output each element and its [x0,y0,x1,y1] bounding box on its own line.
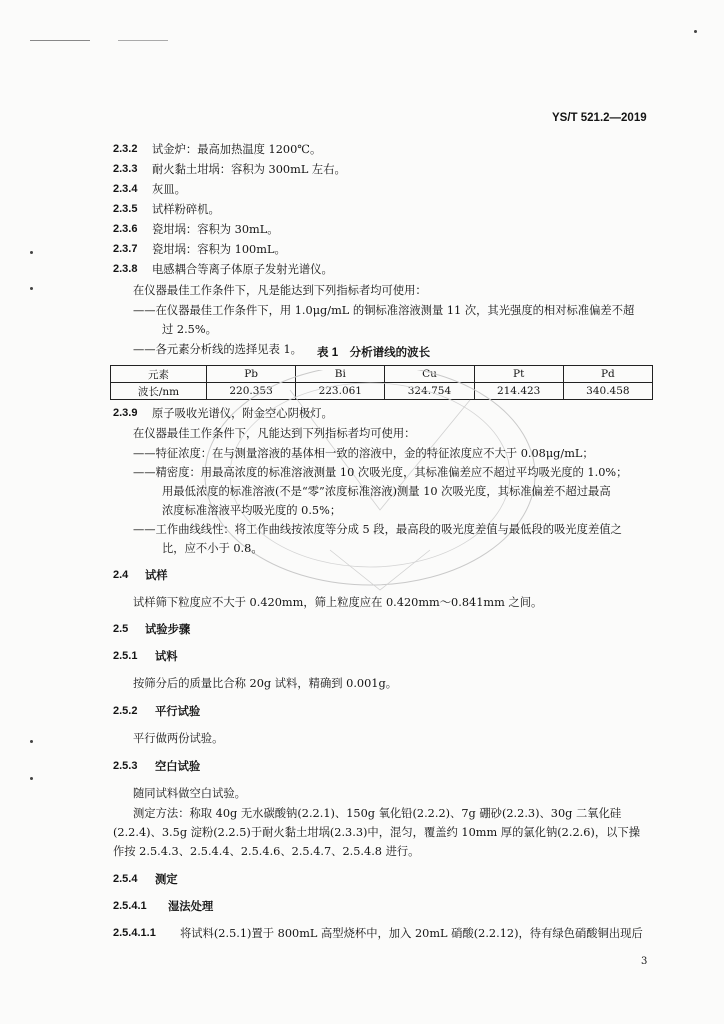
wavelength-cell: 324.754 [385,383,474,400]
section-text: 随同试料做空白试验。 [133,787,246,800]
item-text: 原子吸收光谱仪，附金空心阴极灯。 [152,407,333,420]
item-text: 电感耦合等离子体原子发射光谱仪。 [152,263,333,276]
item-text: 试金炉：最高加热温度 1200℃。 [152,143,322,156]
element-cell: Cu [385,366,474,383]
section-title: 湿法处理 [168,899,214,913]
table-row [111,366,653,383]
section-title: 试料 [155,649,178,663]
item-number: 2.3.9 [113,407,138,419]
aas-intro: 在仪器最佳工作条件下，凡能达到下列指标者均可使用： [133,427,416,440]
section-number: 2.5.1 [113,650,138,662]
section-title: 试样 [145,568,168,582]
table-row [111,383,653,400]
section-number: 2.5 [113,623,129,635]
item-text: 灰皿。 [152,183,186,196]
item-text: 瓷坩埚：容积为 100mL。 [152,243,286,256]
item-text: 试样粉碎机。 [152,203,220,216]
wavelength-cell: 220.353 [207,383,296,400]
element-cell: Pt [474,366,563,383]
section-text: 作按 2.5.4.3、2.5.4.4、2.5.4.6、2.5.4.7、2.5.4.8 进行。 [113,845,420,858]
aas-bullet-2-cont: 用最低浓度的标准溶液(不是“零”浓度标准溶液)测量 10 次吸光度，其标准偏差不超过最高 [162,485,611,498]
table-caption: 表 1 分析谱线的波长 [317,347,431,359]
item-number: 2.3.5 [113,203,138,215]
section-number: 2.5.3 [113,760,138,772]
section-text: 按筛分后的质量比合称 20g 试料，精确到 0.001g。 [133,677,398,690]
scan-speck [30,777,33,780]
standard-code: YS/T 521.2—2019 [552,112,647,124]
row-label: 波长/nm [111,383,207,400]
element-cell: Pd [563,366,652,383]
icp-bullet-1-cont: 过 2.5%。 [162,323,217,336]
item-number: 2.3.7 [113,243,138,255]
item-number: 2.3.4 [113,183,138,195]
wavelength-cell: 340.458 [563,383,652,400]
page-number: 3 [641,956,648,967]
scan-edge-line [30,40,90,41]
section-number: 2.5.2 [113,705,138,717]
item-number: 2.3.2 [113,143,138,155]
section-number: 2.5.4 [113,873,138,885]
wavelength-cell: 223.061 [296,383,385,400]
icp-bullet-2: ——各元素分析线的选择见表 1。 [133,343,302,356]
scan-speck [30,287,33,290]
section-text: 试样筛下粒度应不大于 0.420mm，筛上粒度应在 0.420mm～0.841mm 之间。 [133,596,543,609]
item-text: 耐火黏土坩埚：容积为 300mL 左右。 [152,163,346,176]
scan-edge-line [118,40,168,41]
item-text: 瓷坩埚：容积为 30mL。 [152,223,279,236]
section-number: 2.4 [113,569,129,581]
item-number: 2.3.8 [113,263,138,275]
section-text: (2.2.4)、3.5g 淀粉(2.2.5)于耐火黏土坩埚(2.3.3)中，混匀，覆盖约 10mm 厚的氯化钠(2.2.6)，以下操 [113,826,641,839]
icp-intro: 在仪器最佳工作条件下，凡是能达到下列指标者均可使用： [133,284,427,297]
icp-bullet-1: ——在仪器最佳工作条件下，用 1.0μg/mL 的铜标准溶液测量 11 次，其光强度的相对标准偏差不超 [133,304,635,317]
aas-bullet-2: ——精密度：用最高浓度的标准溶液测量 10 次吸光度，其标准偏差应不超过平均吸光度的 1.0%； [133,466,628,479]
scan-speck [30,251,33,254]
section-title: 空白试验 [155,759,201,773]
aas-bullet-3: ——工作曲线线性：将工作曲线按浓度等分成 5 段，最高段的吸光度差值与最低段的吸光度差值之 [133,523,622,536]
section-text: 测定方法：称取 40g 无水碳酸钠(2.2.1)、150g 氧化铅(2.2.2)、7g 硼砂(2.2.3)、30g 二氧化硅 [133,807,622,820]
element-cell: Bi [296,366,385,383]
wavelength-table [110,365,653,400]
section-text: 将试料(2.5.1)置于 800mL 高型烧杯中，加入 20mL 硝酸(2.2.12)，待有绿色硝酸铜出现后 [180,927,643,940]
row-label: 元素 [111,366,207,383]
section-number: 2.5.4.1 [113,900,147,912]
section-title: 平行试验 [155,704,201,718]
element-cell: Pb [207,366,296,383]
section-title: 试验步骤 [145,622,191,636]
section-text: 平行做两份试验。 [133,732,224,745]
item-number: 2.3.3 [113,163,138,175]
item-number: 2.3.6 [113,223,138,235]
scan-speck [30,740,33,743]
section-title: 测定 [155,872,178,886]
aas-bullet-2-cont: 浓度标准溶液平均吸光度的 0.5%； [162,504,342,517]
wavelength-cell: 214.423 [474,383,563,400]
section-number: 2.5.4.1.1 [113,927,156,939]
scan-speck [694,30,697,33]
aas-bullet-3-cont: 比，应不小于 0.8。 [162,542,263,555]
aas-bullet-1: ——特征浓度：在与测量溶液的基体相一致的溶液中，金的特征浓度应不大于 0.08μg/mL； [133,447,594,460]
